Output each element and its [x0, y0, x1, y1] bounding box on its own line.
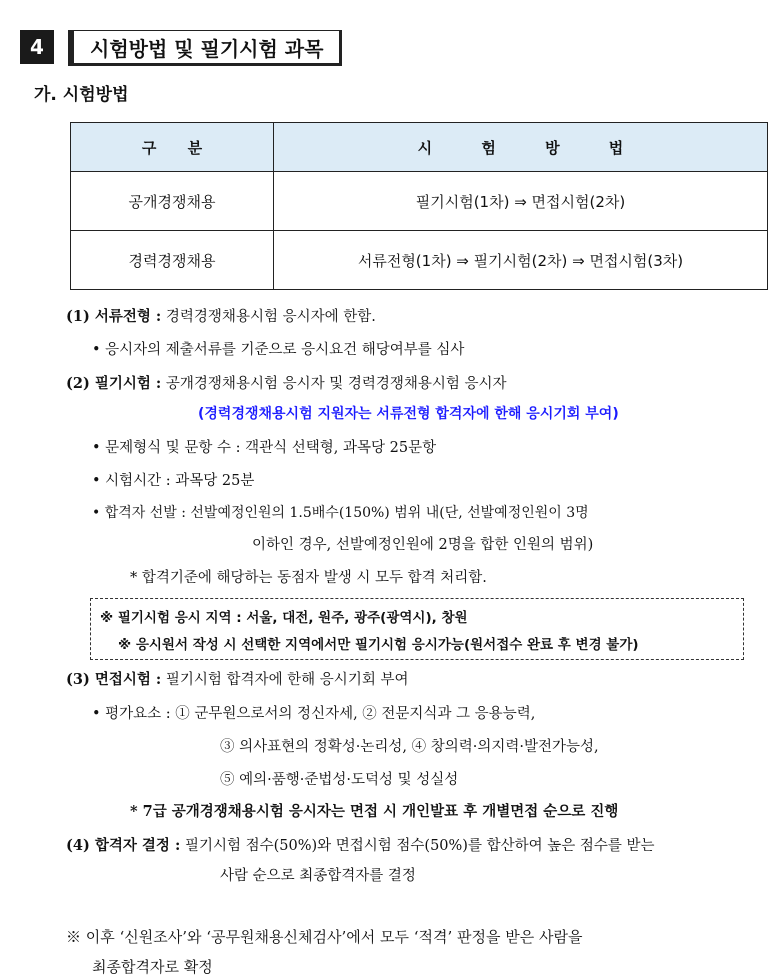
- section-title: 시험방법 및 필기시험 과목: [68, 30, 342, 66]
- written-bullet-selection: • 합격자 선발 : 선발예정인원의 1.5배수(150%) 범위 내(단, 선발예정인원이 3명: [92, 505, 589, 521]
- doc-review-bullet: • 응시자의 제출서류를 기준으로 응시요건 해당여부를 심사: [92, 342, 465, 358]
- footer-note-line1: ※ 이후 ‘신원조사’와 ‘공무원채용신체검사’에서 모두 ‘적격’ 판정을 받은 사람을: [66, 928, 583, 946]
- section-header: [20, 30, 342, 64]
- written-bullet-format: • 문제형식 및 문항 수 : 객관식 선택형, 과목당 25문항: [92, 440, 437, 456]
- table-cell-method: 필기시험(1차) ⇒ 면접시험(2차): [274, 172, 768, 231]
- item-text: 공개경쟁채용시험 응시자 및 경력경쟁채용시험 응시자: [165, 376, 507, 392]
- item-label: (2) 필기시험 :: [66, 375, 162, 392]
- item-text: 경력경쟁채용시험 응시자에 한함.: [165, 309, 376, 325]
- table-header-row: [71, 123, 768, 172]
- decision-text-cont: 사람 순으로 최종합격자를 결정: [220, 868, 416, 884]
- item-doc-review: [66, 305, 376, 326]
- item-text: 필기시험 점수(50%)와 면접시험 점수(50%)를 합산하여 높은 점수를 받는: [184, 838, 655, 854]
- item-label: (4) 합격자 결정 :: [66, 837, 181, 854]
- exam-method-table: [70, 122, 768, 290]
- region-notice-line1: ※ 필기시험 응시 지역 : 서울, 대전, 원주, 광주(광역시), 창원: [100, 610, 468, 626]
- item-label: (3) 면접시험 :: [66, 671, 162, 688]
- interview-note: * 7급 공개경쟁채용시험 응시자는 면접 시 개인발표 후 개별면접 순으로 진행: [130, 803, 619, 820]
- item-decision: [66, 834, 654, 855]
- table-row: [71, 231, 768, 290]
- item-interview: [66, 668, 408, 689]
- interview-eval-3: ⑤ 예의·품행·준법성·도덕성 및 성실성: [220, 772, 459, 788]
- table-header-category: 구 분: [71, 123, 274, 172]
- interview-eval-1: • 평가요소 : ① 군무원으로서의 정신자세, ② 전문지식과 그 응용능력,: [92, 706, 536, 722]
- written-bullet-selection-cont: 이하인 경우, 선발예정인원에 2명을 합한 인원의 범위): [252, 537, 594, 553]
- region-notice-line2: ※ 응시원서 작성 시 선택한 지역에서만 필기시험 응시가능(원서접수 완료 후 변경 불가): [118, 637, 639, 653]
- written-bullet-time: • 시험시간 : 과목당 25분: [92, 473, 255, 489]
- table-cell-type: 경력경쟁채용: [71, 231, 274, 290]
- section-number: 4: [20, 30, 54, 64]
- item-text: 필기시험 합격자에 한해 응시기회 부여: [165, 672, 409, 688]
- table-cell-method: 서류전형(1차) ⇒ 필기시험(2차) ⇒ 면접시험(3차): [274, 231, 768, 290]
- written-blue-note: (경력경쟁채용시험 지원자는 서류전형 합격자에 한해 응시기회 부여): [198, 406, 619, 422]
- subsection-title: 가. 시험방법: [34, 85, 129, 105]
- table-header-method: 시 험 방 법: [274, 123, 768, 172]
- footer-note-line2: 최종합격자로 확정: [92, 958, 213, 976]
- written-tie-note: * 합격기준에 해당하는 동점자 발생 시 모두 합격 처리함.: [130, 570, 487, 586]
- table-row: [71, 172, 768, 231]
- interview-eval-2: ③ 의사표현의 정확성·논리성, ④ 창의력·의지력·발전가능성,: [220, 739, 599, 755]
- item-written: [66, 372, 507, 393]
- item-label: (1) 서류전형 :: [66, 308, 162, 325]
- table-cell-type: 공개경쟁채용: [71, 172, 274, 231]
